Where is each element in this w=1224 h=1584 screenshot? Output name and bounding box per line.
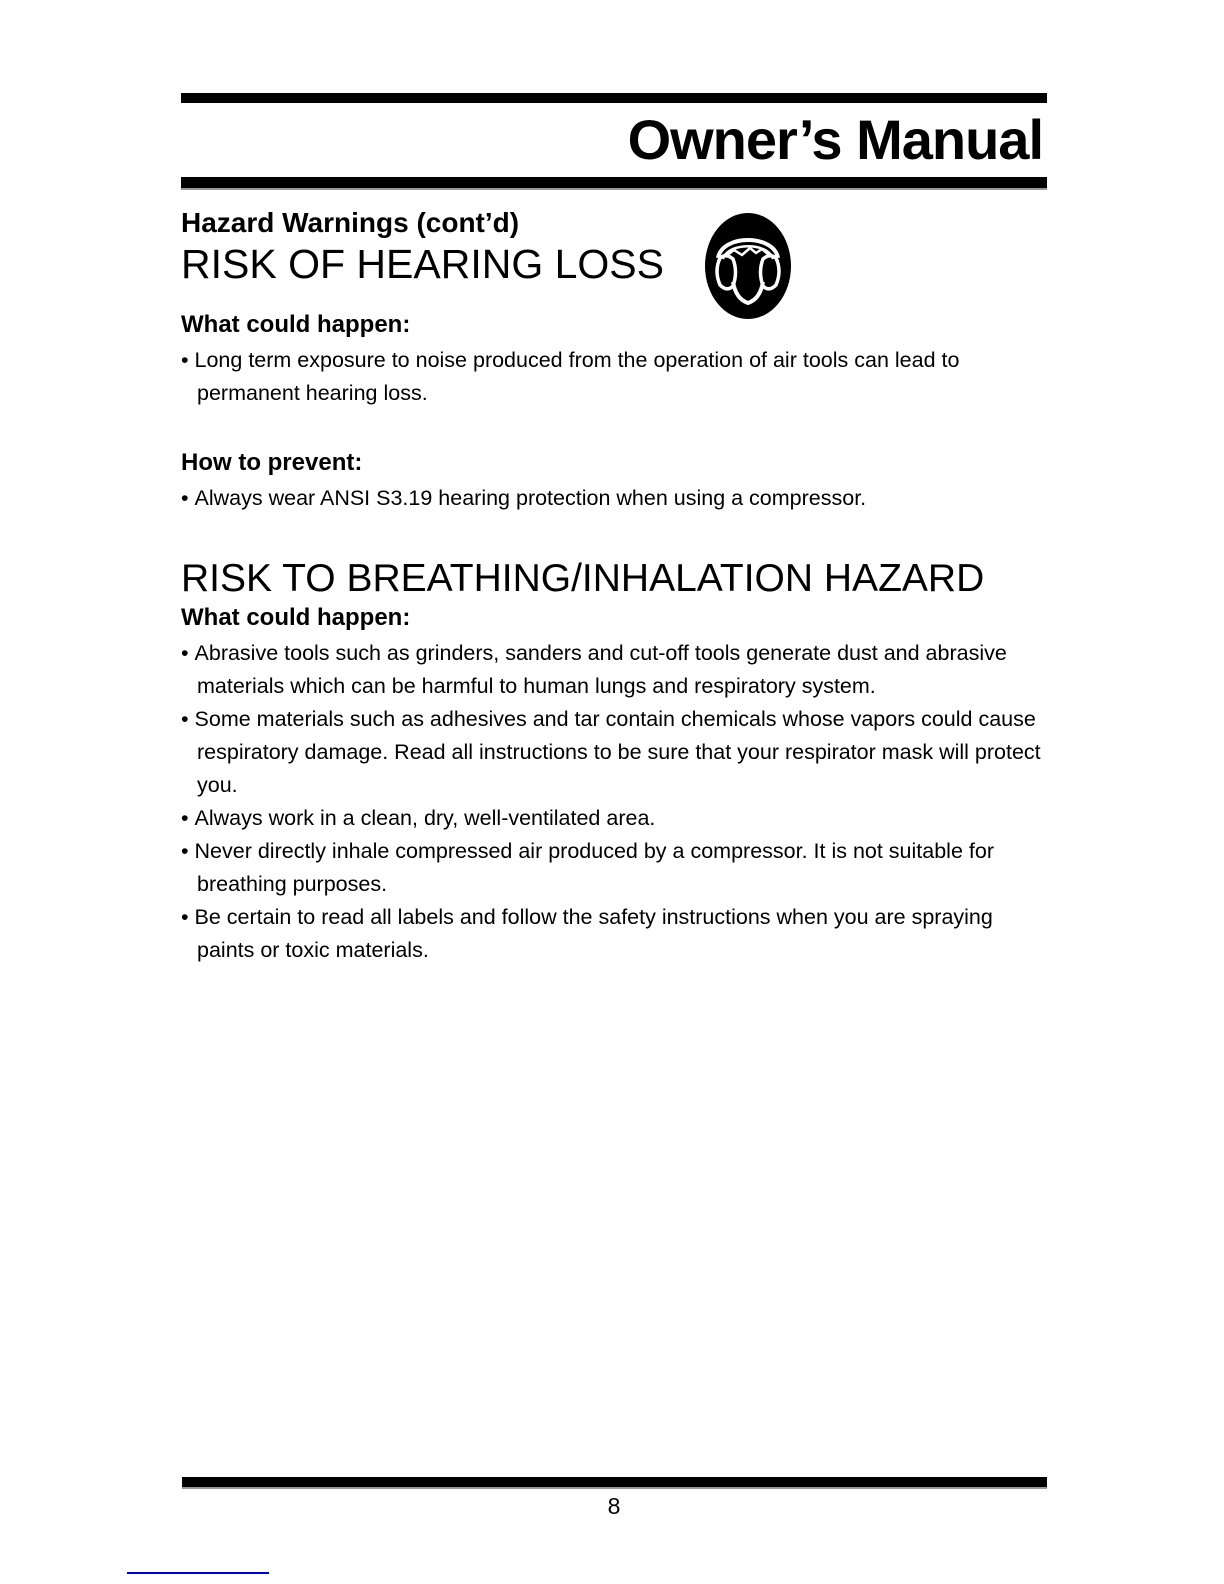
- hearing-risk-title: RISK OF HEARING LOSS: [181, 241, 664, 287]
- hearing-what-list: [181, 344, 1051, 410]
- breathing-what-list: [181, 637, 1051, 967]
- footer-link-underline[interactable]: [127, 1572, 269, 1574]
- list-item: • Abrasive tools such as grinders, sanders and cut-off tools generate dust and abrasive materials which can be harmful to human lungs and respiratory system.: [181, 637, 1051, 703]
- breathing-what-heading: What could happen:: [181, 604, 411, 631]
- list-item: • Long term exposure to noise produced from the operation of air tools can lead to permanent hearing loss.: [181, 344, 1051, 410]
- section-heading: Hazard Warnings (cont’d): [181, 207, 520, 238]
- list-item: • Be certain to read all labels and follow the safety instructions when you are spraying paints or toxic materials.: [181, 901, 1051, 967]
- page-number: 8: [607, 1493, 621, 1519]
- list-item: • Some materials such as adhesives and tar contain chemicals whose vapors could cause respiratory damage. Read all instructions to be sure that your respirator mask will protect you.: [181, 703, 1051, 802]
- header-top-rule: [181, 93, 1047, 103]
- page-content: [181, 188, 1051, 967]
- page-title: Owner’s Manual: [627, 108, 1043, 171]
- hearing-what-heading: What could happen:: [181, 311, 411, 338]
- hearing-prevent-heading: How to prevent:: [181, 449, 363, 476]
- footer-rule: [182, 1477, 1047, 1487]
- breathing-risk-title: RISK TO BREATHING/INHALATION HAZARD: [181, 557, 985, 600]
- hearing-prevent-list: [181, 482, 1051, 515]
- list-item: • Always wear ANSI S3.19 hearing protection when using a compressor.: [181, 482, 1051, 515]
- list-item: • Always work in a clean, dry, well-ventilated area.: [181, 802, 1051, 835]
- list-item: • Never directly inhale compressed air produced by a compressor. It is not suitable for breathing purposes.: [181, 835, 1051, 901]
- header-bottom-rule: [181, 177, 1047, 188]
- hearing-protection-icon: [704, 212, 792, 320]
